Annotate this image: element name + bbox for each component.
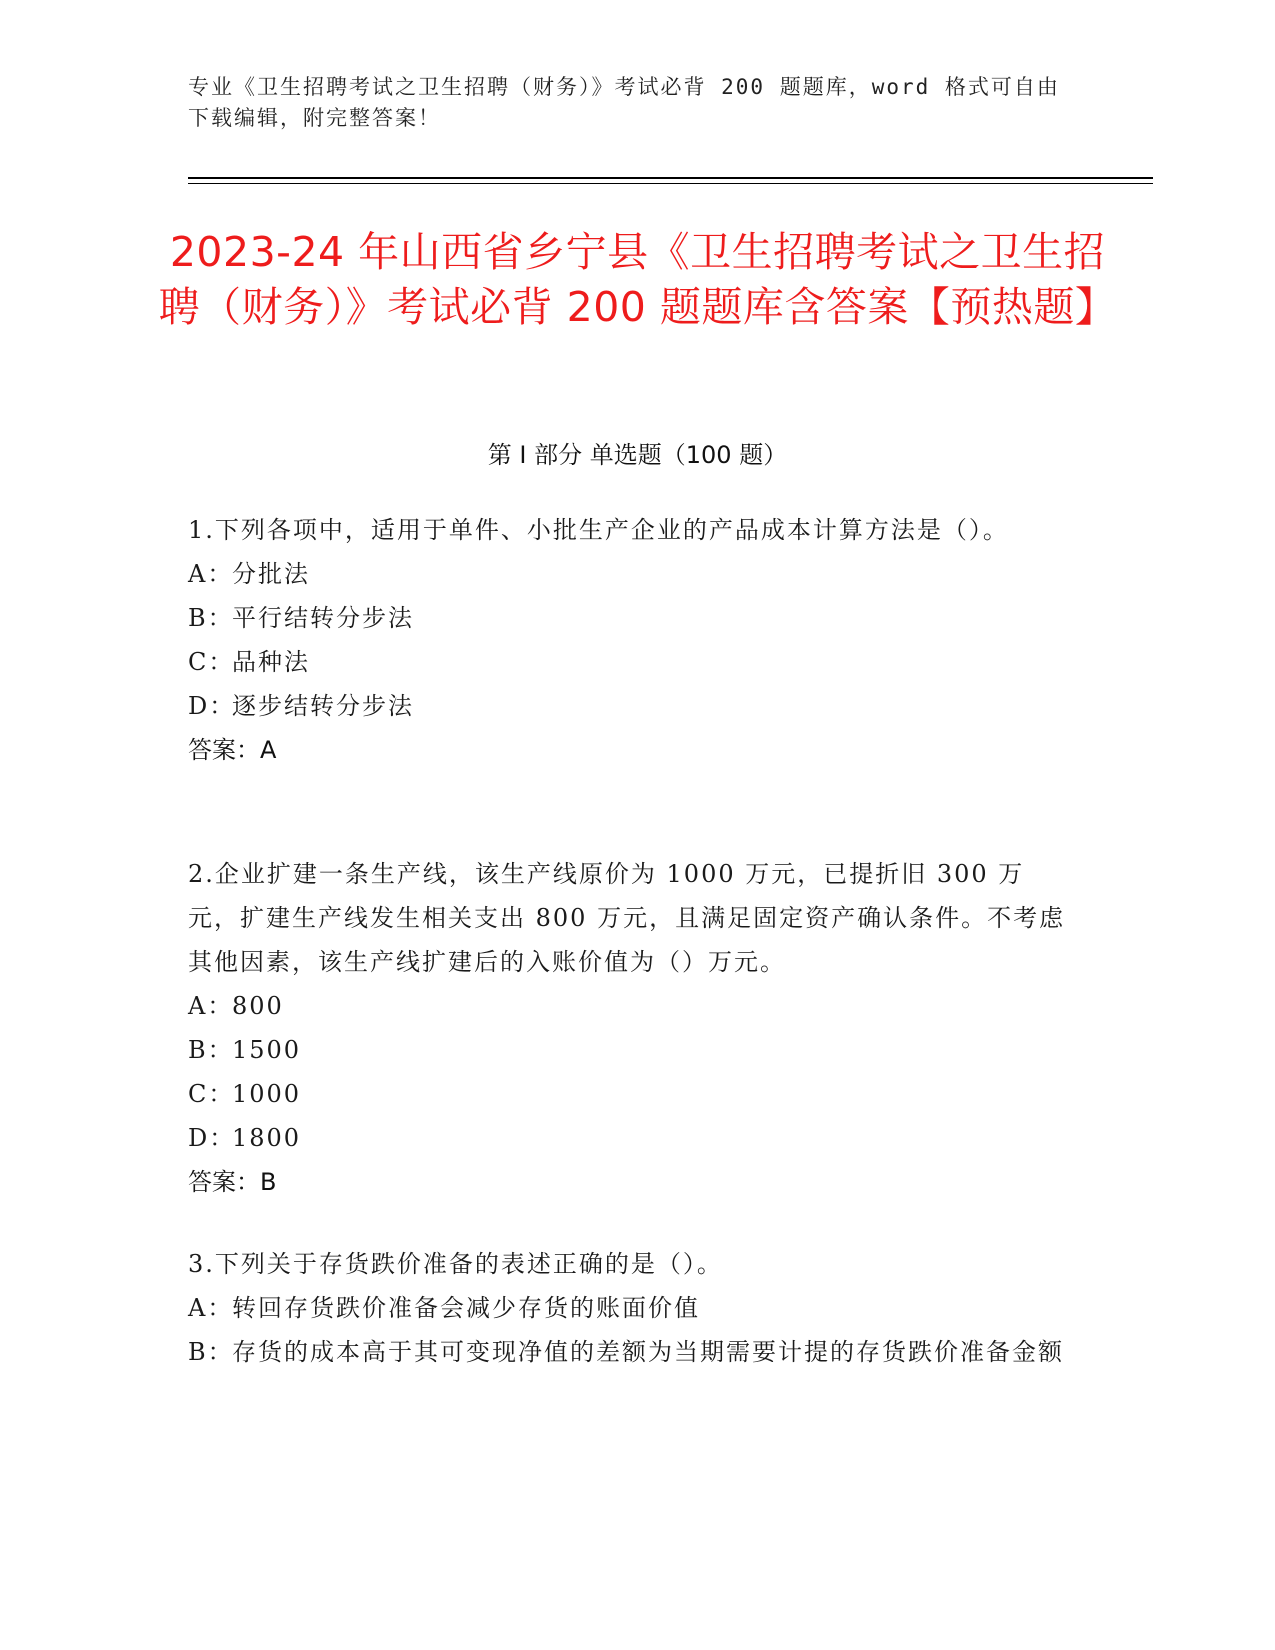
answer: 答案：A bbox=[188, 736, 277, 764]
option-b bbox=[188, 596, 1068, 640]
option-letter: B： bbox=[188, 604, 234, 632]
option-a bbox=[188, 1286, 1068, 1330]
option-text: 逐步结转分步法 bbox=[232, 692, 414, 720]
question-1 bbox=[188, 508, 1068, 772]
option-text: 800 bbox=[232, 992, 284, 1020]
question-stem: 2.企业扩建一条生产线，该生产线原价为 1000 万元，已提折旧 300 万元，扩建生产线发生相关支出 800 万元，且满足固定资产确认条件。不考虑其他因素，该生产线扩建后的入账价值为（）万元。 bbox=[188, 860, 1066, 976]
option-letter: C： bbox=[188, 648, 235, 676]
option-letter: B： bbox=[188, 1036, 234, 1064]
option-b bbox=[188, 1028, 1068, 1072]
option-text: 1000 bbox=[232, 1080, 302, 1108]
option-letter: A： bbox=[188, 992, 234, 1020]
option-text: 1500 bbox=[232, 1036, 302, 1064]
option-b bbox=[188, 1330, 1068, 1374]
question-2 bbox=[188, 852, 1068, 1204]
option-a bbox=[188, 984, 1068, 1028]
option-letter: D： bbox=[188, 1124, 236, 1152]
option-c bbox=[188, 640, 1068, 684]
option-d bbox=[188, 1116, 1068, 1160]
option-text: 1800 bbox=[232, 1124, 302, 1152]
answer: 答案：B bbox=[188, 1168, 277, 1196]
document-title: 2023-24 年山西省乡宁县《卫生招聘考试之卫生招聘（财务）》考试必背 200 题题库含答案【预热题】 bbox=[158, 228, 1117, 331]
header-note: 专业《卫生招聘考试之卫生招聘（财务）》考试必背 200 题题库，word 格式可自由下载编辑，附完整答案！ bbox=[188, 75, 1060, 130]
option-text: 分批法 bbox=[232, 560, 310, 588]
option-letter: A： bbox=[188, 560, 234, 588]
header-rule-thin bbox=[188, 183, 1153, 184]
section-title: 第 I 部分 单选题（100 题） bbox=[487, 441, 788, 469]
header-rule-thick bbox=[188, 177, 1153, 179]
option-letter: A： bbox=[188, 1294, 234, 1322]
question-stem: 3.下列关于存货跌价准备的表述正确的是（）。 bbox=[188, 1250, 723, 1278]
option-d bbox=[188, 684, 1068, 728]
option-letter: C： bbox=[188, 1080, 235, 1108]
option-text: 品种法 bbox=[232, 648, 310, 676]
option-a bbox=[188, 552, 1068, 596]
option-text: 转回存货跌价准备会减少存货的账面价值 bbox=[232, 1294, 700, 1322]
option-text: 平行结转分步法 bbox=[232, 604, 414, 632]
option-c bbox=[188, 1072, 1068, 1116]
option-text: 存货的成本高于其可变现净值的差额为当期需要计提的存货跌价准备金额 bbox=[232, 1338, 1064, 1366]
option-letter: B： bbox=[188, 1338, 234, 1366]
option-letter: D： bbox=[188, 692, 236, 720]
question-3 bbox=[188, 1242, 1068, 1374]
question-stem: 1.下列各项中，适用于单件、小批生产企业的产品成本计算方法是（）。 bbox=[188, 516, 1009, 544]
